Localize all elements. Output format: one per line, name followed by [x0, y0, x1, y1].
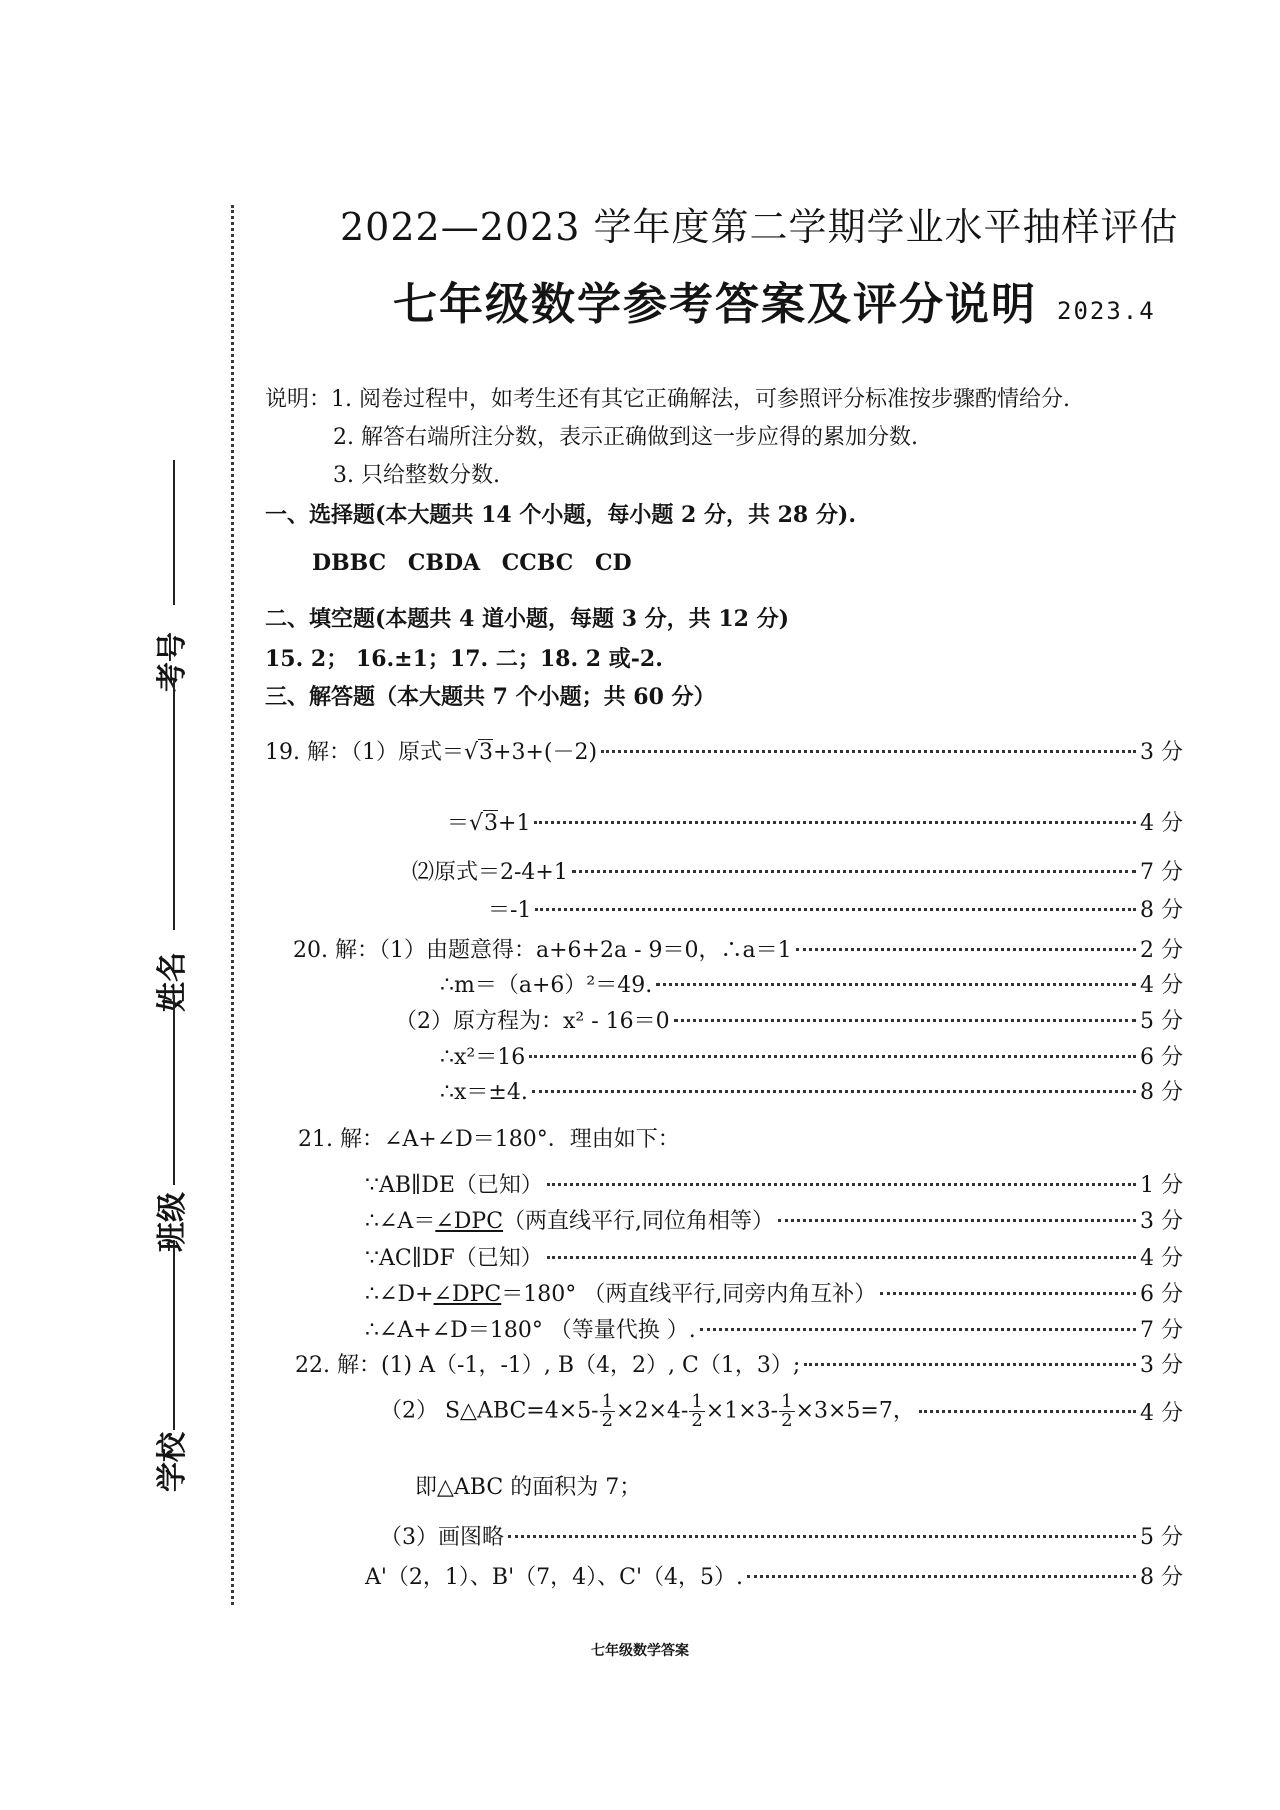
banji-label: 班级	[155, 1192, 190, 1252]
q19-score-1: 3 分	[1140, 740, 1183, 765]
q22-score-1: 3 分	[1140, 1353, 1183, 1378]
section3-heading: 三、解答题（本大题共 7 个小题；共 60 分）	[265, 684, 716, 710]
q20-line-4: ∴x²＝16 6 分	[440, 1040, 1183, 1071]
q21-score-5: 7 分	[1140, 1318, 1183, 1343]
binding-dotted-line	[231, 205, 234, 1605]
q20-line-1: 20. 解：（1）由题意得：a+6+2a - 9＝0，∴a＝1 2 分	[293, 933, 1183, 964]
q19-line-2: ＝√3+1 4 分	[447, 806, 1183, 837]
fraction-half: $\frac{1}{2}$	[781, 1391, 793, 1431]
page-footer: 七年级数学答案	[591, 1643, 689, 1659]
page-subtitle	[393, 268, 1156, 332]
kaohao-blank-line	[173, 460, 175, 605]
xuexiao-label: 学校	[155, 1432, 190, 1492]
section1-answers: DBBC CBDA CCBC CD	[312, 550, 632, 576]
q22-score-2: 4 分	[1140, 1401, 1183, 1426]
q21-line-5: ∴∠A+∠D＝180° （等量代换 ）. 7 分	[365, 1313, 1183, 1344]
q20-score-3: 5 分	[1140, 1009, 1183, 1034]
q22-line-2: （2） S△ABC=4×5- $\frac{1}{2}$ ×2×4- $\frac{1}{2}$ ×1×3- $\frac{1}{2}$ ×3×5=7， 4 分	[380, 1391, 1183, 1431]
q19-line-1: 19. 解：（1）原式＝√3+3+(－2) 3 分	[265, 735, 1183, 766]
section2-answers: 15. 2； 16.±1；17. 二；18. 2 或-2.	[265, 646, 663, 672]
q21-line-0: 21. 解：∠A+∠D＝180°．理由如下：	[298, 1127, 680, 1152]
q21-line-2: ∴∠A＝∠DPC（两直线平行,同位角相等） 3 分	[365, 1204, 1183, 1235]
q22-line-5: A'（2，1）、B'（7，4）、C'（4，5）. 8 分	[365, 1560, 1183, 1591]
q19-line-3: ⑵原式＝2-4+1 7 分	[412, 855, 1183, 886]
q20-line-3: （2）原方程为：x² - 16＝0 5 分	[395, 1004, 1183, 1035]
q21-score-3: 4 分	[1140, 1246, 1183, 1271]
section2-heading: 二、填空题(本题共 4 道小题，每题 3 分，共 12 分)	[265, 606, 790, 632]
q20-score-2: 4 分	[1140, 973, 1183, 998]
note-2: 2. 解答右端所注分数，表示正确做到这一步应得的累加分数.	[333, 425, 918, 450]
q19-score-4: 8 分	[1140, 898, 1183, 923]
q21-line-3: ∵AC∥DF（已知） 4 分	[365, 1241, 1183, 1272]
q21-score-4: 6 分	[1140, 1282, 1183, 1307]
q22-line-3: 即△ABC 的面积为 7；	[415, 1475, 642, 1500]
q21-line-1: ∵AB∥DE（已知） 1 分	[365, 1168, 1183, 1199]
xingming-label: 姓名	[155, 952, 190, 1012]
q20-score-5: 8 分	[1140, 1080, 1183, 1105]
q21-line-4: ∴∠D+∠DPC＝180° （两直线平行,同旁内角互补） 6 分	[365, 1277, 1183, 1308]
q20-score-1: 2 分	[1140, 938, 1183, 963]
kaohao-label: 考号	[155, 632, 190, 692]
subtitle-text: 七年级数学参考答案及评分说明	[393, 279, 1037, 330]
q20-line-2: ∴m＝（a+6）²＝49. 4 分	[440, 968, 1183, 999]
q22-score-4: 5 分	[1140, 1525, 1183, 1550]
note-3: 3. 只给整数分数.	[333, 463, 500, 488]
q19-score-3: 7 分	[1140, 860, 1183, 885]
page-title: 2022—2023 学年度第二学期学业水平抽样评估	[340, 205, 1179, 249]
banji-blank-line	[173, 995, 175, 1185]
fraction-half: $\frac{1}{2}$	[691, 1391, 703, 1431]
date-label: 2023.4	[1057, 297, 1156, 325]
q22-line-4: （3）画图略 5 分	[380, 1520, 1183, 1551]
q20-score-4: 6 分	[1140, 1045, 1183, 1070]
q21-score-2: 3 分	[1140, 1209, 1183, 1234]
fraction-half: $\frac{1}{2}$	[601, 1391, 614, 1431]
q21-score-1: 1 分	[1140, 1173, 1183, 1198]
q20-line-5: ∴x＝±4. 8 分	[440, 1075, 1183, 1106]
q19-score-2: 4 分	[1140, 811, 1183, 836]
q22-score-5: 8 分	[1140, 1565, 1183, 1590]
note-1: 说明：1. 阅卷过程中，如考生还有其它正确解法，可参照评分标准按步骤酌情给分.	[265, 387, 1070, 412]
xuexiao-blank-line	[173, 1240, 175, 1430]
q19-line-4: ＝-1 8 分	[488, 893, 1183, 924]
q22-line-1: 22. 解：(1) A（-1，-1）, B（4，2）, C（1，3）; 3 分	[295, 1348, 1183, 1379]
xingming-blank-line	[173, 680, 175, 930]
section1-heading: 一、选择题(本大题共 14 个小题，每小题 2 分，共 28 分).	[265, 502, 856, 528]
